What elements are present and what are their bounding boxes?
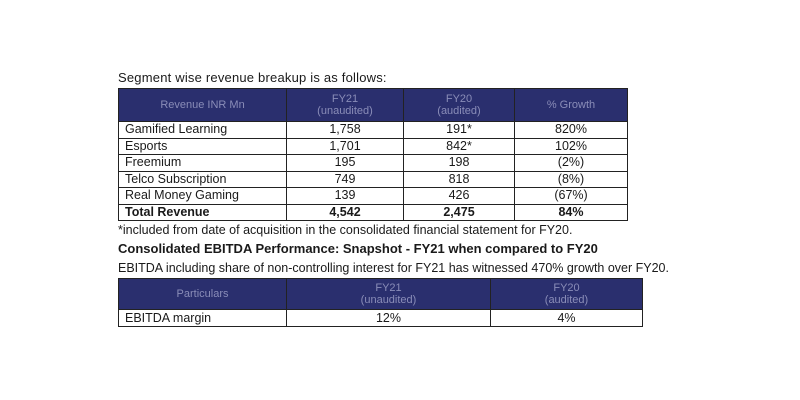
ebitda-margin-label: EBITDA margin <box>119 310 287 327</box>
total-growth: 84% <box>515 204 628 221</box>
row-growth: 102% <box>515 138 628 155</box>
header-fy20-status: (audited) <box>544 294 589 306</box>
row-fy21: 1,758 <box>287 122 404 139</box>
table-row <box>119 188 628 205</box>
ebitda-table <box>118 278 643 327</box>
row-fy20: 842* <box>404 138 515 155</box>
acquisition-footnote: *included from date of acquisition in the consolidated financial statement for FY20. <box>118 223 573 237</box>
row-label: Gamified Learning <box>119 122 287 139</box>
segment-intro-text: Segment wise revenue breakup is as follows: <box>118 70 387 85</box>
row-growth: (67%) <box>515 188 628 205</box>
row-growth: (2%) <box>515 155 628 172</box>
row-label: Telco Subscription <box>119 171 287 188</box>
header-fy20-year: FY20 <box>445 93 473 105</box>
row-fy20: 818 <box>404 171 515 188</box>
table-row <box>119 171 628 188</box>
row-fy21: 749 <box>287 171 404 188</box>
total-fy20: 2,475 <box>404 204 515 221</box>
header-growth: % Growth <box>515 89 628 122</box>
header-fy21-status: (unaudited) <box>360 294 417 306</box>
row-fy20: 191* <box>404 122 515 139</box>
row-fy21: 139 <box>287 188 404 205</box>
row-label: Freemium <box>119 155 287 172</box>
header-fy21-status: (unaudited) <box>317 105 373 117</box>
ebitda-heading: Consolidated EBITDA Performance: Snapshot - FY21 when compared to FY20 <box>118 241 598 256</box>
row-label: Esports <box>119 138 287 155</box>
total-revenue-row <box>119 204 628 221</box>
row-fy20: 426 <box>404 188 515 205</box>
row-growth: (8%) <box>515 171 628 188</box>
header-particulars: Particulars <box>119 279 287 310</box>
row-fy20: 198 <box>404 155 515 172</box>
ebitda-margin-fy21: 12% <box>287 310 491 327</box>
header-fy21-year: FY21 <box>375 282 402 294</box>
row-fy21: 195 <box>287 155 404 172</box>
table-row <box>119 122 628 139</box>
header-revenue-inr-mn: Revenue INR Mn <box>119 89 287 122</box>
row-fy21: 1,701 <box>287 138 404 155</box>
ebitda-description: EBITDA including share of non-controlling interest for FY21 has witnessed 470% growth over FY20. <box>118 261 669 275</box>
ebitda-margin-fy20: 4% <box>491 310 643 327</box>
header-fy21 <box>287 89 404 122</box>
row-label: Real Money Gaming <box>119 188 287 205</box>
table-row <box>119 310 643 327</box>
header-fy21 <box>287 279 491 310</box>
segment-revenue-table <box>118 88 628 221</box>
table-row <box>119 138 628 155</box>
header-fy20 <box>491 279 643 310</box>
header-fy20-year: FY20 <box>553 282 580 294</box>
table-row <box>119 155 628 172</box>
header-fy20-status: (audited) <box>437 105 481 117</box>
total-fy21: 4,542 <box>287 204 404 221</box>
header-fy20 <box>404 89 515 122</box>
row-growth: 820% <box>515 122 628 139</box>
total-label: Total Revenue <box>119 204 287 221</box>
table-header-row <box>119 89 628 122</box>
header-fy21-year: FY21 <box>331 93 359 105</box>
table-header-row <box>119 279 643 310</box>
